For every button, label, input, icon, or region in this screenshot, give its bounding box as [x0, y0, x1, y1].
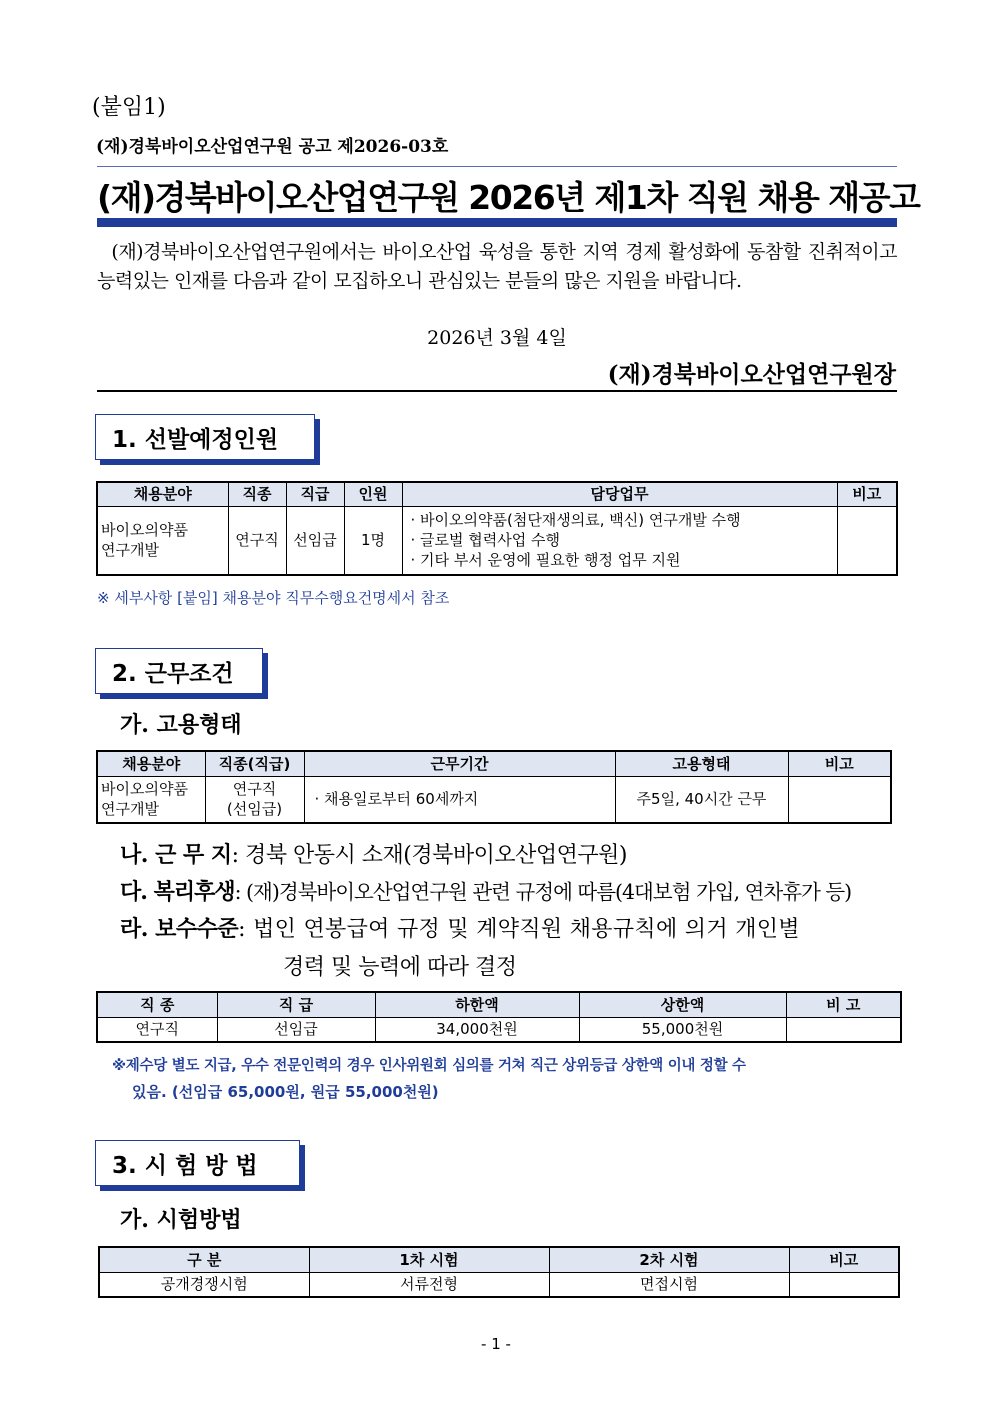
period-cell: · 채용일로부터 60세까지	[304, 776, 615, 823]
header-cell: 직종	[228, 482, 286, 506]
signer: (재)경북바이오산업연구원장	[607, 361, 896, 388]
section3-heading: 3. 시 험 방 법	[95, 1140, 300, 1186]
duty-item: · 바이오의약품(첨단재생의료, 백신) 연구개발 수행	[410, 511, 741, 530]
title-top-rule	[97, 166, 897, 167]
employment-type-table	[96, 750, 892, 824]
header-cell: 비고	[837, 482, 897, 506]
workplace-line: 나. 근 무 지: 경북 안동시 소재(경북바이오산업연구원)	[120, 842, 627, 868]
salary-table	[96, 991, 902, 1043]
welfare-line: 다. 복리후생: (재)경북바이오산업연구원 관련 규정에 따름(4대보험 가입, 연차휴가 등)	[120, 879, 852, 905]
header-cell: 직 급	[217, 992, 375, 1017]
remark-cell	[837, 506, 897, 575]
table-cell: 공개경쟁시험	[99, 1272, 309, 1297]
section2-heading: 2. 근무조건	[95, 648, 263, 694]
header-cell: 하한액	[375, 992, 579, 1017]
recruitment-table	[96, 481, 898, 576]
header-cell: 근무기간	[304, 751, 615, 776]
duty-item: · 기타 부서 운영에 필요한 행정 업무 지원	[410, 551, 681, 570]
table-header-row	[97, 992, 901, 1017]
header-cell: 직급	[286, 482, 344, 506]
header-cell: 1차 시험	[309, 1247, 549, 1272]
header-cell: 비 고	[786, 992, 901, 1017]
salary-note-line1: ※제수당 별도 지급, 우수 전문인력의 경우 인사위원회 심의를 거쳐 직근 상위등급 상한액 이내 정할 수	[112, 1058, 746, 1074]
table-cell	[786, 1017, 901, 1042]
header-cell: 2차 시험	[549, 1247, 789, 1272]
header-divider	[97, 390, 897, 392]
exam-table	[98, 1246, 900, 1298]
table-header-row	[97, 751, 891, 776]
header-cell: 담당업무	[402, 482, 837, 506]
section1-note: ※ 세부사항 [붙임] 채용분야 직무수행요건명세서 참조	[97, 589, 450, 607]
header-cell: 비고	[788, 751, 891, 776]
field-cell: 바이오의약품 연구개발	[97, 776, 205, 823]
notice-number: (재)경북바이오산업연구원 공고 제2026-03호	[96, 137, 449, 157]
duties-cell	[402, 506, 837, 575]
table-header-row	[97, 482, 897, 506]
table-row	[97, 776, 891, 823]
grade-cell: 선임급	[286, 506, 344, 575]
page-title: (재)경북바이오산업연구원 2026년 제1차 직원 채용 재공고	[97, 178, 920, 217]
job-grade-cell: 연구직 (선임급)	[205, 776, 304, 823]
header-cell: 고용형태	[615, 751, 788, 776]
table-row	[99, 1272, 899, 1297]
duty-item: · 글로벌 협력사업 수행	[410, 531, 560, 550]
header-cell: 비고	[789, 1247, 899, 1272]
header-cell: 직종(직급)	[205, 751, 304, 776]
field-cell: 바이오의약품 연구개발	[97, 506, 228, 575]
remark-cell	[788, 776, 891, 823]
type-cell: 주5일, 40시간 근무	[615, 776, 788, 823]
table-cell: 34,000천원	[375, 1017, 579, 1042]
header-cell: 채용분야	[97, 751, 205, 776]
job-cell: 연구직	[228, 506, 286, 575]
intro-paragraph: (재)경북바이오산업연구원에서는 바이오산업 육성을 통한 지역 경제 활성화에 동참할 진취적이고 능력있는 인재를 다음과 같이 모집하오니 관심있는 분들의 많은 지원을 바랍니다.	[97, 241, 897, 292]
notice-date: 2026년 3월 4일	[427, 327, 567, 349]
section1-heading: 1. 선발예정인원	[95, 414, 315, 460]
header-cell: 직 종	[97, 992, 217, 1017]
salary-line-2: 경력 및 능력에 따라 결정	[283, 955, 517, 980]
header-cell: 구 분	[99, 1247, 309, 1272]
table-cell: 선임급	[217, 1017, 375, 1042]
table-cell: 연구직	[97, 1017, 217, 1042]
salary-line: 라. 보수수준: 법인 연봉급여 규정 및 계약직원 채용규칙에 의거 개인별	[120, 916, 800, 942]
section3-sub-a: 가. 시험방법	[120, 1207, 242, 1233]
attachment-label: (붙임1)	[92, 95, 166, 120]
table-row	[97, 506, 897, 575]
table-cell	[789, 1272, 899, 1297]
table-cell: 면접시험	[549, 1272, 789, 1297]
header-cell: 인원	[344, 482, 402, 506]
section2-sub-a: 가. 고용형태	[120, 712, 242, 738]
table-header-row	[99, 1247, 899, 1272]
table-cell: 서류전형	[309, 1272, 549, 1297]
header-cell: 상한액	[579, 992, 786, 1017]
table-cell: 55,000천원	[579, 1017, 786, 1042]
header-cell: 채용분야	[97, 482, 228, 506]
page-number: - 1 -	[481, 1335, 511, 1353]
count-cell: 1명	[344, 506, 402, 575]
table-row	[97, 1017, 901, 1042]
title-bottom-rule	[97, 218, 897, 227]
salary-note-line2: 있음. (선임급 65,000원, 원급 55,000천원)	[132, 1083, 439, 1101]
